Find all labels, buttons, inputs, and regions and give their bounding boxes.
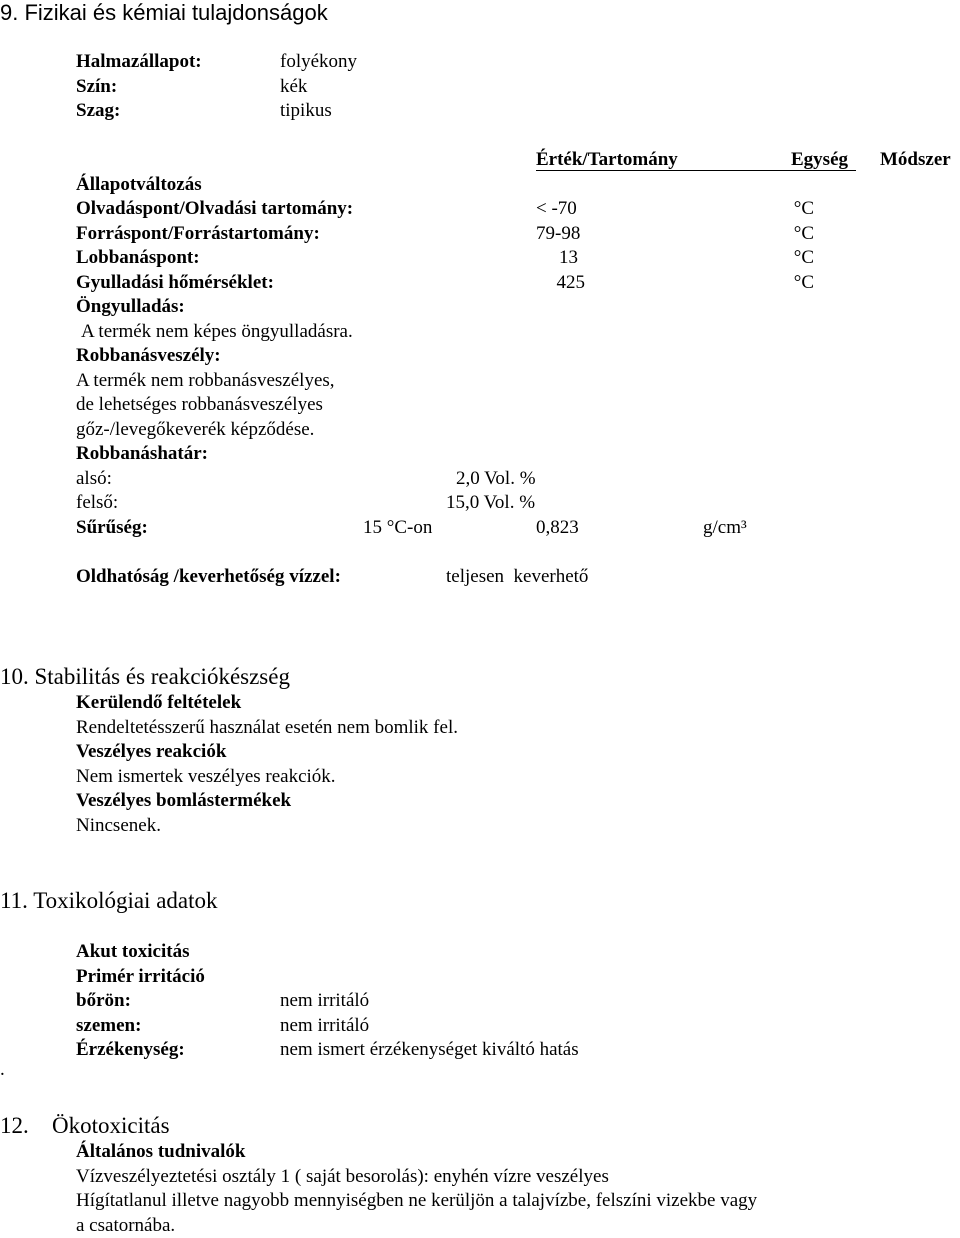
- solubility-value: teljesen keverhető: [446, 566, 589, 587]
- stray-dot: .: [0, 1059, 5, 1080]
- col-header-value: Érték/Tartomány: [536, 149, 678, 170]
- prop-label-state: Halmazállapot:: [76, 51, 202, 72]
- eco-line-1: Vízveszélyeztetési osztály 1 ( saját besorolás): enyhén vízre veszélyes: [76, 1166, 609, 1187]
- section-10-title: 10. Stabilitás és reakciókészség: [0, 664, 290, 689]
- row-label-melting: Olvadáspont/Olvadási tartomány:: [76, 198, 354, 219]
- avoid-conditions-text: Rendeltetésszerű használat esetén nem bomlik fel.: [76, 717, 458, 738]
- density-value: 0,823: [536, 517, 579, 538]
- sensitization-value: nem ismert érzékenységet kiváltó hatás: [280, 1039, 579, 1060]
- density-label: Sűrűség:: [76, 517, 148, 538]
- row-label-boiling: Forráspont/Forrástartomány:: [76, 223, 320, 244]
- skin-label: bőrön:: [76, 990, 131, 1011]
- density-unit: g/cm³: [703, 517, 747, 538]
- density-temp: 15 °C-on: [363, 517, 433, 538]
- lower-limit-value: 2,0 Vol. %: [456, 468, 536, 489]
- col-header-unit: Egység: [791, 149, 848, 170]
- prop-label-color: Szín:: [76, 76, 118, 97]
- explosion-limit-label: Robbanáshatár:: [76, 443, 208, 464]
- section-11-title: 11. Toxikológiai adatok: [0, 888, 218, 913]
- row-value-flash: 13: [559, 247, 578, 268]
- avoid-conditions-label: Kerülendő feltételek: [76, 692, 242, 713]
- row-value-boiling: 79-98: [536, 223, 581, 244]
- lower-limit-label: alsó:: [76, 468, 112, 489]
- row-value-melting: < -70: [536, 198, 577, 219]
- decomposition-text: Nincsenek.: [76, 815, 161, 836]
- row-unit-melting: °C: [793, 198, 814, 219]
- section-9-title: 9. Fizikai és kémiai tulajdonságok: [0, 0, 328, 25]
- explosion-hazard-line-2: de lehetséges robbanásveszélyes: [76, 394, 323, 415]
- prop-value-state: folyékony: [280, 51, 358, 72]
- sensitization-label: Érzékenység:: [76, 1039, 185, 1060]
- prop-label-odor: Szag:: [76, 100, 121, 121]
- header-underline: [536, 170, 856, 171]
- section-12-title: Ökotoxicitás: [52, 1113, 170, 1138]
- self-ignition-label: Öngyulladás:: [76, 296, 185, 317]
- row-label-ignition: Gyulladási hőmérséklet:: [76, 272, 274, 293]
- row-unit-ignition: °C: [793, 272, 814, 293]
- primary-irritation-label: Primér irritáció: [76, 966, 205, 987]
- row-unit-boiling: °C: [793, 223, 814, 244]
- explosion-hazard-line-1: A termék nem robbanásveszélyes,: [76, 370, 335, 391]
- eco-line-3: a csatornába.: [76, 1215, 176, 1236]
- row-unit-flash: °C: [793, 247, 814, 268]
- explosion-hazard-line-3: gőz-/levegőkeverék képződése.: [76, 419, 315, 440]
- upper-limit-label: felső:: [76, 492, 119, 513]
- prop-value-odor: tipikus: [280, 100, 332, 121]
- general-info-label: Általános tudnivalók: [76, 1141, 246, 1162]
- acute-toxicity-label: Akut toxicitás: [76, 941, 190, 962]
- hazardous-reactions-text: Nem ismertek veszélyes reakciók.: [76, 766, 336, 787]
- explosion-hazard-label: Robbanásveszély:: [76, 345, 221, 366]
- row-value-ignition: 425: [556, 272, 585, 293]
- col-header-method: Módszer: [880, 149, 951, 170]
- section-12-number: 12.: [0, 1113, 29, 1138]
- row-label-flash: Lobbanáspont:: [76, 247, 200, 268]
- skin-value: nem irritáló: [280, 990, 370, 1011]
- eye-value: nem irritáló: [280, 1015, 370, 1036]
- decomposition-label: Veszélyes bomlástermékek: [76, 790, 292, 811]
- eye-label: szemen:: [76, 1015, 142, 1036]
- solubility-label: Oldhatóság /keverhetőség vízzel:: [76, 566, 341, 587]
- prop-value-color: kék: [280, 76, 308, 97]
- self-ignition-text: A termék nem képes öngyulladásra.: [81, 321, 353, 342]
- hazardous-reactions-label: Veszélyes reakciók: [76, 741, 227, 762]
- upper-limit-value: 15,0 Vol. %: [446, 492, 536, 513]
- eco-line-2: Hígítatlanul illetve nagyobb mennyiségben ne kerüljön a talajvízbe, felszíni vizekbe vagy: [76, 1190, 758, 1211]
- state-change-heading: Állapotváltozás: [76, 174, 202, 195]
